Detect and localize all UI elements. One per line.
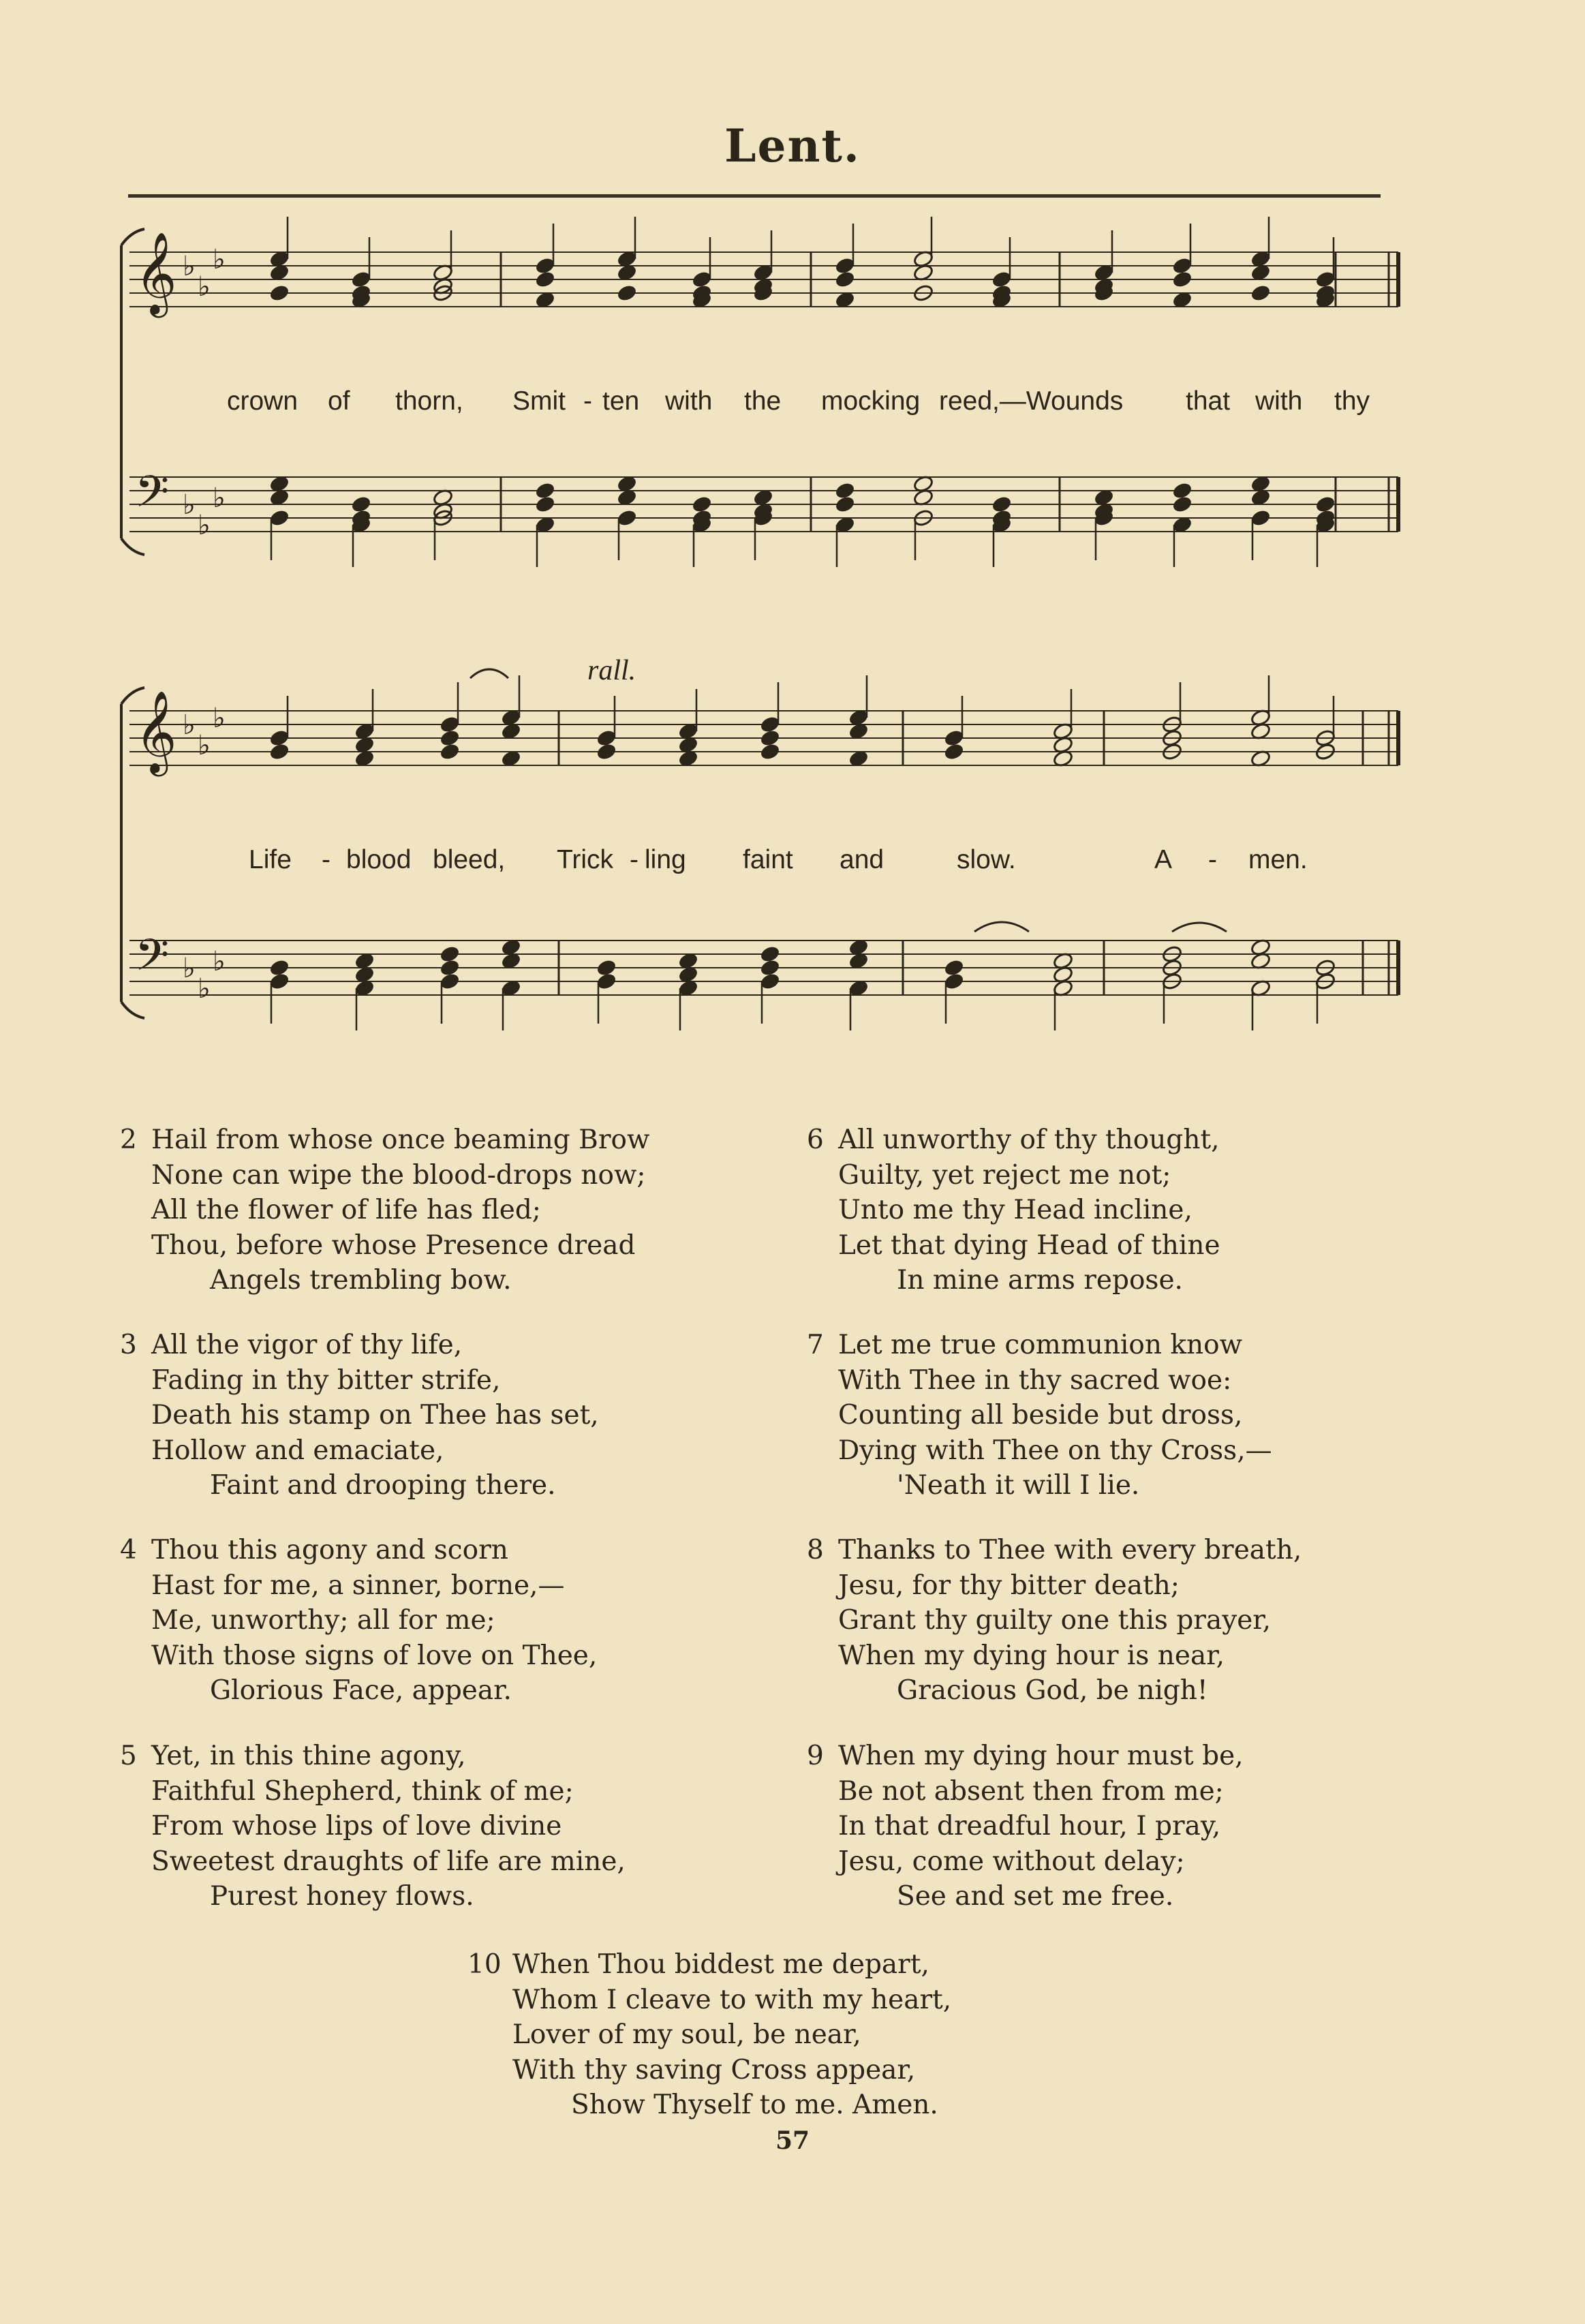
verse-5 — [120, 1739, 626, 1914]
verse-number: 10 — [467, 1949, 502, 1980]
verse-line: Be not absent then from me; — [838, 1775, 1224, 1807]
verse-line: None can wipe the blood-drops now; — [151, 1159, 646, 1191]
lyric-syllable: ling — [645, 845, 686, 874]
verse-number: 3 — [120, 1330, 137, 1360]
notehead — [616, 284, 637, 302]
verse-line: Sweetest draughts of life are mine, — [151, 1846, 626, 1877]
flat-icon: ♭ — [213, 483, 226, 514]
verse-number: 6 — [807, 1125, 824, 1155]
notehead — [534, 270, 555, 288]
notehead — [943, 742, 964, 761]
notehead — [834, 481, 855, 500]
lyric-syllable: Trick — [557, 845, 614, 874]
notehead — [834, 495, 855, 513]
notehead — [350, 495, 371, 513]
verse-line: Whom I cleave to with my heart, — [512, 1984, 952, 2015]
verse-line: All the vigor of thy life, — [151, 1330, 463, 1360]
verse-line: When my dying hour is near, — [838, 1640, 1225, 1671]
verse-line: Jesu, come without delay; — [838, 1846, 1185, 1877]
verse-line: Hail from whose once beaming Brow — [151, 1125, 650, 1155]
verse-line: Glorious Face, appear. — [210, 1675, 512, 1706]
lyric-syllable: and — [840, 845, 884, 874]
verse-line: Let that dying Head of thine — [838, 1229, 1220, 1261]
verse-line: Hollow and emaciate, — [151, 1435, 444, 1466]
bass-clef-icon: 𝄢 — [135, 467, 170, 528]
lyric-syllable: with — [1255, 386, 1303, 416]
lyric-syllable: of — [328, 386, 350, 416]
notehead — [1171, 270, 1192, 288]
notehead — [596, 742, 617, 761]
verse-line: Faithful Shepherd, think of me; — [151, 1775, 574, 1807]
verse-line: 'Neath it will I lie. — [897, 1470, 1140, 1501]
lyric-syllable: mocking — [821, 386, 921, 416]
lyric-syllable: that — [1186, 386, 1231, 416]
notehead — [534, 481, 555, 500]
notehead — [534, 495, 555, 513]
notehead — [1250, 284, 1271, 302]
lyric-syllable: bleed, — [433, 845, 506, 874]
flat-icon: ♭ — [213, 244, 226, 275]
bracket-bottom — [121, 538, 144, 555]
flat-icon: ♭ — [198, 730, 211, 761]
flat-icon: ♭ — [213, 946, 226, 977]
lyric-syllable: faint — [743, 845, 793, 874]
verse-number: 2 — [120, 1125, 137, 1155]
verse-line: With thy saving Cross appear, — [512, 2054, 916, 2085]
verse-line: Thanks to Thee with every breath, — [838, 1535, 1302, 1565]
verse-line: Jesu, for thy bitter death; — [838, 1570, 1180, 1601]
notehead — [439, 729, 460, 747]
bass-clef-icon: 𝄢 — [135, 930, 170, 992]
notehead — [691, 495, 712, 513]
flat-icon: ♭ — [183, 709, 196, 741]
verse-8 — [807, 1533, 1302, 1709]
verse-4 — [120, 1533, 598, 1709]
lyric-syllable: with — [665, 386, 713, 416]
flat-icon: ♭ — [183, 953, 196, 984]
treble-clef-icon: 𝄞 — [135, 231, 177, 314]
verse-line: Angels trembling bow. — [210, 1265, 512, 1296]
flat-icon: ♭ — [183, 251, 196, 282]
tie-mark — [1172, 923, 1227, 932]
verse-line: From whose lips of love divine — [151, 1811, 562, 1841]
notehead — [268, 284, 290, 302]
notehead — [834, 270, 855, 288]
tie-mark — [974, 922, 1029, 932]
notehead — [943, 958, 964, 977]
lyric-syllable: A — [1154, 845, 1173, 874]
verse-line: Thou this agony and scorn — [151, 1535, 508, 1565]
verse-number: 9 — [807, 1741, 824, 1771]
notehead — [596, 958, 617, 977]
notehead — [759, 742, 780, 761]
verse-line: Thou, before whose Presence dread — [151, 1229, 636, 1261]
lyric-syllable: ten — [602, 386, 640, 416]
verse-line: Me, unworthy; all for me; — [151, 1605, 495, 1636]
notehead — [268, 742, 290, 761]
verse-line: When my dying hour must be, — [838, 1741, 1244, 1771]
verse-number: 4 — [120, 1535, 137, 1565]
flat-icon: ♭ — [198, 271, 211, 303]
music-score — [0, 0, 1585, 1090]
verse-number: 7 — [807, 1330, 824, 1360]
lyric-syllable: slow. — [957, 845, 1016, 874]
lyric-syllable: the — [744, 386, 782, 416]
notehead — [1171, 481, 1192, 500]
verse-number: 8 — [807, 1535, 824, 1565]
verse-line: All unworthy of thy thought, — [838, 1125, 1220, 1155]
verse-line: See and set me free. — [897, 1881, 1174, 1912]
score-marks — [268, 217, 1336, 1030]
lyric-syllable: - — [583, 386, 592, 416]
verse-line: In mine arms repose. — [897, 1265, 1183, 1296]
verse-line: Guilty, yet reject me not; — [838, 1159, 1171, 1191]
flat-icon: ♭ — [213, 703, 226, 734]
verse-line: Lover of my soul, be near, — [512, 2019, 861, 2050]
score-staves — [121, 229, 1398, 1018]
verse-line: Grant thy guilty one this prayer, — [838, 1605, 1272, 1636]
verse-line: In that dreadful hour, I pray, — [838, 1811, 1221, 1841]
lyric-syllable: blood — [346, 845, 412, 874]
verse-2 — [120, 1122, 650, 1298]
treble-clef-icon: 𝄞 — [135, 690, 177, 773]
verse-line: Death his stamp on Thee has set, — [151, 1400, 599, 1431]
page-title: Lent. — [724, 119, 861, 172]
verse-9 — [807, 1739, 1244, 1914]
verse-line: Gracious God, be nigh! — [897, 1675, 1208, 1706]
fermata-mark — [470, 669, 508, 678]
notehead — [759, 945, 780, 963]
notehead — [991, 495, 1012, 513]
rall-marking: rall. — [587, 655, 636, 686]
verse-line: All the flower of life has fled; — [151, 1195, 541, 1225]
notehead — [439, 945, 460, 963]
verse-line: Show Thyself to me. Amen. — [571, 2090, 938, 2120]
verse-line: Counting all beside but dross, — [838, 1400, 1243, 1431]
verse-number: 5 — [120, 1741, 137, 1771]
lyric-syllable: - — [322, 845, 330, 874]
bracket-bottom — [121, 1002, 144, 1018]
verse-line: Fading in thy bitter strife, — [151, 1364, 501, 1396]
lyric-syllable: crown — [227, 386, 298, 416]
notehead — [759, 729, 780, 747]
notehead — [439, 958, 460, 977]
verse-line: Dying with Thee on thy Cross,— — [838, 1435, 1272, 1466]
flat-icon: ♭ — [198, 973, 211, 1005]
lyric-syllable: thy — [1334, 386, 1370, 416]
lyric-syllable: Smit — [512, 386, 566, 416]
lyric-syllable: Life — [249, 845, 292, 874]
verse-3 — [120, 1328, 599, 1503]
verse-6 — [807, 1122, 1220, 1298]
lyric-syllable: men. — [1248, 845, 1308, 874]
verse-line: Purest honey flows. — [210, 1881, 474, 1912]
lyric-syllable: thorn, — [395, 386, 463, 416]
notehead — [439, 742, 460, 761]
lyric-syllable: - — [1208, 845, 1217, 874]
verse-line: Faint and drooping there. — [210, 1470, 556, 1501]
verse-line: When Thou biddest me depart, — [512, 1949, 929, 1980]
verse-line: With Thee in thy sacred woe: — [838, 1364, 1232, 1396]
notehead — [1314, 495, 1336, 513]
notehead — [759, 958, 780, 977]
notehead — [268, 958, 290, 977]
flat-icon: ♭ — [198, 510, 211, 541]
verse-10 — [467, 1947, 952, 2123]
lyric-syllable: - — [630, 845, 638, 874]
lyric-syllable: reed,—Wounds — [939, 386, 1124, 416]
notehead — [1171, 495, 1192, 513]
verse-7 — [807, 1328, 1272, 1503]
page-number: 57 — [775, 2126, 810, 2155]
verse-line: Unto me thy Head incline, — [838, 1195, 1192, 1225]
verse-line: Let me true communion know — [838, 1330, 1243, 1360]
flat-icon: ♭ — [183, 489, 196, 521]
verse-line: With those signs of love on Thee, — [151, 1640, 598, 1671]
verse-line: Hast for me, a sinner, borne,— — [151, 1570, 565, 1601]
verse-line: Yet, in this thine agony, — [151, 1741, 466, 1771]
